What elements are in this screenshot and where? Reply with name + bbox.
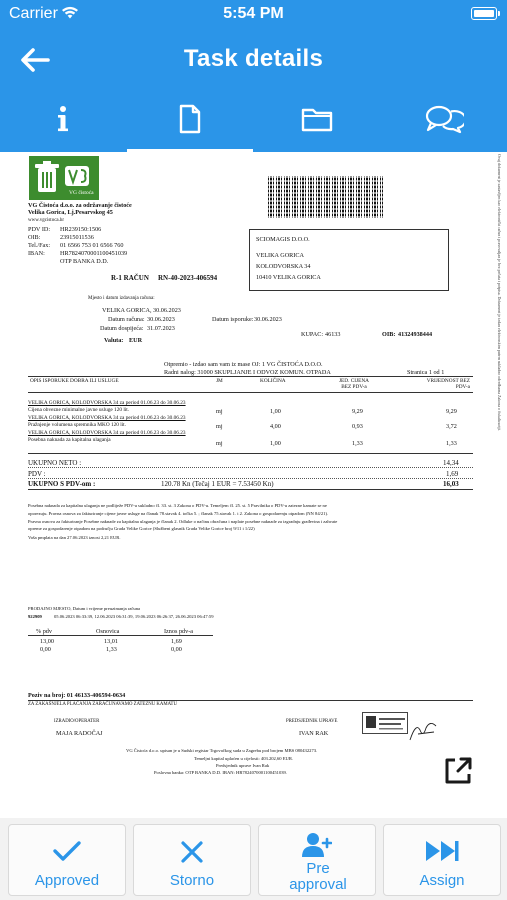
- place-label: Mjesto i datum izdavanja računa:: [88, 296, 155, 301]
- interest-note: ZA ZAKAŠNJELA PLAĆANJA ZARAČUNAVAMO ZATEZNU KAMATU: [28, 702, 177, 707]
- buyer-label: KUPAC:: [301, 331, 324, 338]
- company-address: Velika Gorica, Lj.Pesarvskog 45: [28, 209, 113, 216]
- user-add-icon: [259, 831, 375, 859]
- total-value: 16,03: [443, 480, 459, 488]
- recipient-line: SCIOMAGIS D.O.O.: [256, 236, 310, 243]
- net-label: UKUPNO NETO :: [28, 459, 82, 467]
- row-total: 3,72: [446, 423, 457, 430]
- issuer-label: IZRADIO/OPERATER: [54, 719, 100, 724]
- operator-line: Otpremio - izdao sam vam iz mase OJ: 1 VG ČISTOĆA D.O.O.: [164, 361, 323, 368]
- folder-icon: [301, 106, 333, 137]
- vat-value: 1,69: [446, 470, 459, 478]
- delivery-date-label: Datum isporuke:: [212, 316, 254, 323]
- assign-button[interactable]: [383, 824, 501, 896]
- clock: 5:54 PM: [223, 5, 284, 22]
- tel-value: 01 6566 753 01 6566 760: [60, 242, 124, 249]
- director-name: IVAN RAK: [299, 730, 329, 737]
- row-price: 9,29: [352, 408, 363, 415]
- vat-table-cell: 1,69: [171, 638, 182, 645]
- director-signature: [408, 720, 438, 742]
- row-price: 1,33: [352, 440, 363, 447]
- row-unit: mj: [216, 423, 223, 430]
- buyer-oib-label: OIB:: [382, 331, 396, 338]
- column-header: VRIJEDNOST BEZ PDV-a: [426, 378, 470, 391]
- vat-table-header: Osnovica: [96, 628, 120, 635]
- recipient-line: KOLODVORSKA 34: [256, 263, 311, 270]
- iban-value: HR7824070001100451039: [60, 250, 128, 257]
- row-quantity: 1,00: [270, 408, 281, 415]
- company-website: www.vgcistoca.hr: [28, 218, 65, 223]
- recipient-line: VELIKA GORICA: [256, 252, 304, 259]
- vat-table-cell: 1,33: [106, 646, 117, 653]
- side-note-text: Ovaj dokument je sastavljen kao elektronički račun i pravovaljan je bez pečata i potpisa. Dokument je izdan elektronskim putem sukladno odredbama Zakona o fiskalizaciji.: [497, 154, 502, 431]
- payment-reference: Poziv na broj: 01 46133-406594-0634: [28, 692, 126, 699]
- buyer-oib: 41324938444: [398, 331, 433, 338]
- net-value: 14,34: [443, 459, 459, 467]
- due-date: 31.07.2023: [147, 325, 175, 332]
- nav-bar: [0, 30, 507, 90]
- total-kn: 120.78 Kn (Tečaj 1 EUR = 7.53450 Kn): [161, 480, 274, 488]
- vat-table-header: % pdv: [36, 628, 52, 635]
- invoice-number: RN-40-2023-406594: [158, 274, 218, 282]
- check-icon: [9, 839, 125, 863]
- prior-payment: Vaša pmplata na dan 27.06.2023 iznosi 2,21 EUR.: [28, 535, 121, 540]
- row-place: VELIKA GORICA, KOLODVORSKA 34 za period 01.06.23 do 30.06.23: [28, 415, 186, 421]
- tel-label: Tel./Fax:: [28, 242, 51, 249]
- fiscal-label: PRODAJNO MJESTO, Datum i vrijeme preuzimanja računa: [28, 606, 141, 611]
- row-description: Pražnjenje volumena spremnika MKO 120 lit.: [28, 422, 126, 428]
- pre-approval-label: Pre approval: [289, 860, 347, 893]
- buyer-value: 46133: [325, 331, 341, 338]
- row-place: VELIKA GORICA, KOLODVORSKA 34 za period 01.06.23 do 30.06.23: [28, 430, 186, 436]
- assign-label: Assign: [419, 872, 465, 889]
- row-price: 0,93: [352, 423, 363, 430]
- tab-document[interactable]: [127, 90, 253, 152]
- fast-forward-icon: [384, 839, 500, 863]
- storno-button[interactable]: [133, 824, 251, 896]
- bank-name: OTP BANKA D.D.: [60, 258, 109, 265]
- footer-line: Predsjednik uprave Ivan Rak: [216, 763, 270, 768]
- company-stamp: [362, 712, 408, 734]
- row-quantity: 1,00: [270, 440, 281, 447]
- work-order-line: Radni nalog: 31000 SKUPLJANJE I ODVOZ KOMUN. OTPADA: [164, 369, 331, 376]
- row-quantity: 4,00: [270, 423, 281, 430]
- row-total: 9,29: [446, 408, 457, 415]
- delivery-date: 30.06.2023: [254, 316, 282, 323]
- side-note: [496, 154, 502, 814]
- invoice-date-label: Datum računa:: [108, 316, 145, 323]
- tab-folder[interactable]: [254, 90, 380, 152]
- director-label: PREDSJEDNIK UPRAVE: [286, 719, 338, 724]
- legal-note: Pravna osnova za fakturiranje Posebne naknade za kapitalna ulaganja je članak 2. Odluke o načinu obračuna i naplate posebne naknade za izgradnju građevina i zahvate: [28, 519, 338, 524]
- vat-table-cell: 0,00: [40, 646, 51, 653]
- total-label: UKUPNO S PDV-om :: [28, 480, 96, 488]
- tab-comments[interactable]: [381, 90, 507, 152]
- vat-table-cell: 0,00: [171, 646, 182, 653]
- footer-line: Poslovna banka: OTP BANKA D.D. IBAN: HR7824070001100451039.: [154, 770, 288, 775]
- due-date-label: Datum dospijeća:: [100, 325, 144, 332]
- company-name: VG Čistoća d.o.o. za održavanje čistoće: [28, 202, 132, 209]
- tab-bar: [0, 90, 507, 152]
- pre-approval-button[interactable]: [258, 824, 376, 896]
- action-bar: [0, 818, 507, 900]
- tab-info[interactable]: [0, 90, 126, 152]
- approved-label: Approved: [34, 872, 100, 889]
- invoice-page: [16, 154, 502, 814]
- legal-note: oporezuju. Pravna osnova za fakturiranje cijene javne usluge na članak 78.stavak 4. točka 5. ; članak 75.stavak 1. i 2. Zakona o gospodarenju otpadom (NN 84/21).: [28, 511, 329, 516]
- row-description: Cijena obvezne minimalne javne usluge 120 lit.: [28, 407, 130, 413]
- oib-value: 23915011536: [60, 234, 94, 241]
- row-total: 1,33: [446, 440, 457, 447]
- footer-line: Temeljni kapital uplaćen u cijelosti: 403.202,60 EUR.: [194, 756, 294, 761]
- currency-label: Valuta:: [104, 337, 124, 344]
- column-header: OPIS ISPORUKE DOBRA ILI USLUGE: [30, 378, 119, 384]
- issuer-name: MAJA RADOČAJ: [56, 730, 103, 737]
- approved-button[interactable]: [8, 824, 126, 896]
- company-logo: [29, 156, 99, 200]
- footer-line: VG Čistoća d.o.o. upisan je u Sudski registar Trgovačkog suda u Zagrebu pod brojem MBS 080432273.: [126, 748, 318, 753]
- legal-note: opreme za gospodarenje otpadom na području Grada Velike Gorice (Službeni glasnik Grada Velike Gorice broj 9/11 i 1/22): [28, 526, 255, 531]
- logo-text: VG čistoća: [69, 190, 94, 196]
- vat-table-cell: 13,00: [40, 638, 54, 645]
- battery-icon: [471, 7, 497, 20]
- row-place: VELIKA GORICA, KOLODVORSKA 34 za period 01.06.23 do 30.06.23: [28, 400, 186, 406]
- currency-value: EUR: [129, 337, 143, 344]
- row-unit: mj: [216, 408, 223, 415]
- vat-label: PDV :: [28, 470, 46, 478]
- document-viewer[interactable]: [0, 152, 507, 818]
- document-icon: [178, 104, 202, 139]
- row-description: Posebna naknada za kapitalna ulaganja: [28, 437, 111, 443]
- open-external-icon[interactable]: [441, 754, 475, 788]
- carrier-label: Carrier: [9, 5, 58, 22]
- pdv-id-label: PDV ID:: [28, 226, 51, 233]
- fiscal-dates: 05.06.2023 06:33:39, 12.06.2023 06:31:39, 19.06.2023 06:26:37, 26.06.2023 06:47:59: [54, 614, 214, 619]
- vat-table-cell: 13,01: [104, 638, 118, 645]
- column-header: JED. CIJENA BEZ PDV-a: [338, 378, 369, 391]
- page-title: Task details: [183, 45, 324, 72]
- info-icon: [56, 105, 70, 138]
- close-icon: [134, 839, 250, 865]
- column-header: KOLIČINA: [260, 378, 286, 384]
- row-unit: mj: [216, 440, 223, 447]
- recipient-line: 10410 VELIKA GORICA: [256, 274, 321, 281]
- storno-label: Storno: [169, 872, 215, 889]
- status-bar: [0, 0, 507, 30]
- iban-label: IBAN:: [28, 250, 45, 257]
- column-header: JM: [216, 378, 223, 384]
- oib-label: OIB:: [28, 234, 41, 241]
- barcode: [268, 176, 383, 218]
- place-date: VELIKA GORICA, 30.06.2023: [102, 307, 181, 314]
- invoice-date: 30.06.2023: [147, 316, 175, 323]
- chat-icon: [424, 104, 464, 139]
- legal-note: Posebna naknada za kapitalna ulaganja ne podliježe PDV-u sukladno čl. 33. st. 3 Zakona o PDV-u. Temeljem čl. 25. st. 5 Pravilnika o PDV-u zatezne kamate se ne: [28, 503, 327, 508]
- fiscal-code: 922909: [28, 614, 42, 619]
- vat-table-header: Iznos pdv-a: [164, 628, 194, 635]
- invoice-title: R-1 RAČUN: [111, 274, 149, 282]
- pdv-id-value: HR239150:1506: [60, 226, 102, 233]
- recipient-box: [249, 229, 449, 291]
- page-counter: Stranica 1 od 1: [407, 369, 445, 376]
